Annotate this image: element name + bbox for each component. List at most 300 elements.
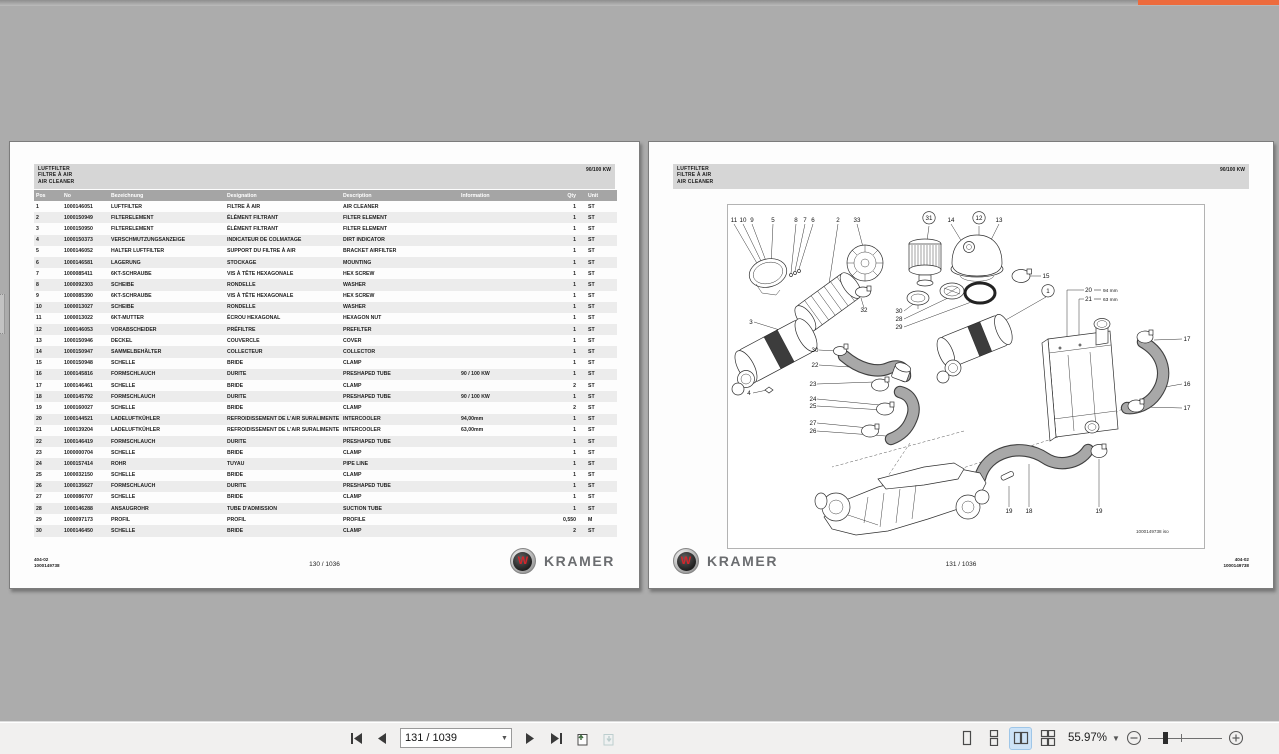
- table-cell: FILTRE À AIR: [227, 203, 261, 210]
- page-number-label: 130 / 1036: [309, 561, 340, 568]
- table-row: [34, 391, 617, 402]
- callout-number: 17: [1183, 405, 1191, 412]
- table-cell: 1000085411: [64, 270, 93, 277]
- table-cell: [459, 346, 545, 357]
- table-cell: 1: [573, 214, 576, 221]
- header-title-de: LUFTFILTER: [38, 166, 70, 172]
- table-cell: ST: [588, 304, 595, 311]
- table-cell: M: [588, 516, 593, 523]
- table-row: [34, 470, 617, 481]
- table-cell: 1: [573, 472, 576, 479]
- table-cell: 25: [36, 472, 42, 479]
- clamp-19-drawing: [1091, 444, 1107, 458]
- table-cell: SCHELLE: [111, 528, 136, 535]
- clamp-24-drawing: [877, 402, 895, 415]
- table-cell: LUFTFILTER: [111, 203, 143, 210]
- table-cell: COLLECTOR: [343, 349, 376, 356]
- page-number-input[interactable]: [401, 732, 498, 744]
- table-row: [34, 402, 617, 413]
- parts-table-body: [34, 201, 617, 537]
- doc-number: 1000149738: [34, 562, 60, 568]
- col-header-information: Information: [459, 190, 545, 201]
- table-cell: 18: [36, 393, 42, 400]
- table-row: [34, 447, 617, 458]
- table-cell: MOUNTING: [343, 259, 372, 266]
- end-cap-drawing: [847, 245, 883, 281]
- table-row: [34, 291, 617, 302]
- callout-number: 31: [925, 215, 933, 222]
- clamp-17a-drawing: [1137, 330, 1153, 343]
- callout-number: 12: [975, 215, 983, 222]
- iso-drawing-label: 1000149738 iso: [1136, 529, 1169, 534]
- window-top-strip: [0, 0, 1279, 6]
- table-cell: CLAMP: [343, 528, 362, 535]
- table-cell: FILTER ELEMENT: [343, 225, 387, 232]
- table-cell: [459, 291, 545, 302]
- table-cell: RONDELLE: [227, 281, 256, 288]
- air-cleaner-assembly-drawing: [933, 312, 1015, 370]
- table-cell: 2: [573, 528, 576, 535]
- table-cell: ANSAUGROHR: [111, 505, 149, 512]
- table-cell: PRESHAPED TUBE: [343, 438, 391, 445]
- table-row: [34, 335, 617, 346]
- table-cell: [459, 492, 545, 503]
- table-row: [34, 268, 617, 279]
- table-row: [34, 492, 617, 503]
- sidebar-collapse-handle[interactable]: [0, 294, 5, 334]
- header-title-en: AIR CLEANER: [677, 178, 714, 185]
- table-cell: ST: [588, 528, 595, 535]
- table-cell: 1: [573, 259, 576, 266]
- table-cell: CLAMP: [343, 360, 362, 367]
- zoom-slider-track[interactable]: [1148, 738, 1222, 739]
- table-cell: ST: [588, 337, 595, 344]
- page-header-block: [34, 164, 615, 189]
- header-title-fr: FILTRE À AIR: [38, 172, 73, 179]
- table-cell: FILTERELEMENT: [111, 225, 154, 232]
- table-cell: [459, 235, 545, 246]
- table-cell: DURITE: [227, 371, 247, 378]
- zoom-slider-thumb[interactable]: [1163, 732, 1168, 744]
- callout-number: 7: [803, 217, 807, 224]
- table-cell: ÉLÉMENT FILTRANT: [227, 225, 279, 232]
- table-cell: FORMSCHLAUCH: [111, 483, 156, 490]
- orange-accent-bar: [1138, 0, 1279, 5]
- table-cell: ROHR: [111, 460, 127, 467]
- table-cell: 24: [36, 460, 42, 467]
- table-cell: 20: [36, 416, 42, 423]
- table-cell: 15: [36, 360, 42, 367]
- table-cell: 1000085390: [64, 293, 93, 300]
- table-cell: RONDELLE: [227, 304, 256, 311]
- parts-table: [34, 190, 617, 537]
- table-cell: 17: [36, 382, 42, 389]
- callout-number: 27: [809, 420, 817, 427]
- table-cell: 1000135627: [64, 483, 93, 490]
- table-cell: 1000145792: [64, 393, 93, 400]
- kramer-logo: [510, 548, 615, 574]
- zoom-slider-tick: [1181, 734, 1182, 742]
- intercooler-drawing: [1042, 319, 1118, 442]
- table-cell: [459, 324, 545, 335]
- col-header-designation: Designation: [225, 190, 341, 201]
- table-cell: COLLECTEUR: [227, 349, 263, 356]
- col-header-pos: Pos: [34, 190, 62, 201]
- table-cell: TUYAU: [227, 460, 245, 467]
- table-cell: 13: [36, 337, 42, 344]
- table-cell: 4: [36, 237, 39, 244]
- callout-number: 5: [771, 217, 775, 224]
- dome-cover-drawing: [951, 235, 1003, 281]
- layout-facing-button[interactable]: [1010, 728, 1031, 749]
- table-cell: 1: [573, 293, 576, 300]
- header-title-fr: FILTRE À AIR: [677, 172, 712, 179]
- callout-number: 18: [1025, 508, 1033, 515]
- table-cell: VIS À TÊTE HEXAGONALE: [227, 293, 294, 300]
- table-cell: ÉLÉMENT FILTRANT: [227, 214, 279, 221]
- table-cell: 3: [36, 225, 39, 232]
- callout-number: 6: [811, 217, 815, 224]
- table-cell: 1: [573, 505, 576, 512]
- hose-18-drawing: [980, 450, 1088, 478]
- layout-continuous-button[interactable]: [983, 728, 1004, 749]
- zoom-out-icon[interactable]: [1126, 730, 1142, 746]
- table-row: [34, 212, 617, 223]
- table-cell: BRACKET AIRFILTER: [343, 248, 397, 255]
- table-cell: ST: [588, 449, 595, 456]
- table-row: [34, 414, 617, 425]
- table-cell: 1000146450: [64, 528, 93, 535]
- zoom-in-icon[interactable]: [1228, 730, 1244, 746]
- table-cell: 1000146052: [64, 248, 93, 255]
- statusbar: [0, 721, 1279, 754]
- table-cell: 63,00mm: [461, 427, 484, 434]
- table-cell: [459, 302, 545, 313]
- next-view-icon[interactable]: [600, 728, 616, 748]
- table-cell: 1: [573, 248, 576, 255]
- table-cell: 90 / 100 KW: [461, 371, 490, 378]
- table-cell: SCHELLE: [111, 472, 136, 479]
- table-cell: CLAMP: [343, 494, 362, 501]
- table-cell: [459, 525, 545, 536]
- table-cell: [459, 402, 545, 413]
- table-cell: 5: [36, 248, 39, 255]
- callout-number: 32: [860, 307, 868, 314]
- kramer-w-mark: W: [517, 554, 529, 567]
- table-row: [34, 481, 617, 492]
- table-row: [34, 201, 617, 212]
- callout-number: 3: [749, 319, 753, 326]
- table-cell: BRIDE: [227, 449, 244, 456]
- table-cell: 9: [36, 293, 39, 300]
- precleaner-drawing: [909, 239, 941, 286]
- table-cell: 1000144521: [64, 416, 93, 423]
- table-cell: ST: [588, 349, 595, 356]
- table-row: [34, 324, 617, 335]
- callout-number: 22: [811, 362, 819, 369]
- table-cell: ST: [588, 494, 595, 501]
- table-cell: TUBE D'ADMISSION: [227, 505, 277, 512]
- table-cell: 1: [573, 494, 576, 501]
- table-cell: 19: [36, 404, 42, 411]
- table-cell: CLAMP: [343, 472, 362, 479]
- table-cell: 1000146051: [64, 203, 93, 210]
- table-row: [34, 380, 617, 391]
- table-cell: 1000150947: [64, 349, 93, 356]
- table-cell: 1: [573, 225, 576, 232]
- assembly-port2-drawing: [937, 371, 949, 383]
- table-cell: HEX SCREW: [343, 270, 375, 277]
- table-row: [34, 346, 617, 357]
- table-cell: SCHELLE: [111, 494, 136, 501]
- table-cell: [459, 514, 545, 525]
- table-cell: PRESHAPED TUBE: [343, 371, 391, 378]
- callout-number: 19: [1005, 508, 1013, 515]
- table-cell: BRIDE: [227, 360, 244, 367]
- table-cell: 1000032150: [64, 472, 93, 479]
- table-cell: 16: [36, 371, 42, 378]
- table-cell: STOCKAGE: [227, 259, 257, 266]
- bolt-4-drawing: [765, 387, 773, 393]
- table-row: [34, 514, 617, 525]
- callout-number: 28: [895, 316, 903, 323]
- table-cell: 1000150949: [64, 214, 93, 221]
- next-page-button[interactable]: [522, 728, 538, 748]
- table-cell: 10: [36, 304, 42, 311]
- table-cell: 28: [36, 505, 42, 512]
- callout-number: 14: [947, 217, 955, 224]
- table-cell: INTERCOOLER: [343, 416, 381, 423]
- table-cell: 1000150948: [64, 360, 93, 367]
- table-cell: REFROIDISSEMENT DE L'AIR SURALIMENTE: [227, 427, 340, 434]
- table-cell: PREFILTER: [343, 326, 372, 333]
- table-cell: FILTERELEMENT: [111, 214, 154, 221]
- table-row: [34, 425, 617, 436]
- table-cell: BRIDE: [227, 382, 244, 389]
- zoom-chevron-down-icon[interactable]: ▼: [1112, 733, 1120, 743]
- dimension-value: 63 mm: [1103, 298, 1118, 303]
- table-cell: 1000146288: [64, 505, 93, 512]
- table-cell: 1000086707: [64, 494, 93, 501]
- last-page-button[interactable]: [548, 728, 564, 748]
- table-cell: SUPPORT DU FILTRE À AIR: [227, 248, 296, 255]
- table-row: [34, 257, 617, 268]
- table-cell: SUCTION TUBE: [343, 505, 382, 512]
- kramer-logo-text: KRAMER: [707, 553, 779, 569]
- table-cell: [459, 481, 545, 492]
- col-header-bezeichnung: Bezeichnung: [109, 190, 225, 201]
- table-cell: 22: [36, 438, 42, 445]
- table-cell: [459, 313, 545, 324]
- table-cell: CLAMP: [343, 382, 362, 389]
- table-cell: ST: [588, 293, 595, 300]
- table-cell: 1: [573, 483, 576, 490]
- table-row: [34, 525, 617, 536]
- pin-19-drawing: [1000, 471, 1014, 481]
- table-cell: 6KT-MUTTER: [111, 315, 144, 322]
- table-cell: 6KT-SCHRAUBE: [111, 293, 152, 300]
- table-cell: 23: [36, 449, 42, 456]
- callout-number: 30: [895, 308, 903, 315]
- table-cell: 2: [573, 404, 576, 411]
- zoom-level-label[interactable]: 55.97%: [1068, 732, 1108, 744]
- table-cell: ST: [588, 382, 595, 389]
- table-cell: 29: [36, 516, 42, 523]
- table-cell: [459, 503, 545, 514]
- table-cell: FILTER ELEMENT: [343, 214, 387, 221]
- table-cell: ST: [588, 259, 595, 266]
- table-cell: 12: [36, 326, 42, 333]
- table-cell: SCHELLE: [111, 449, 136, 456]
- table-cell: DIRT INDICATOR: [343, 237, 385, 244]
- table-cell: COUVERCLE: [227, 337, 260, 344]
- callout-number: 17: [1183, 336, 1191, 343]
- table-cell: ST: [588, 360, 595, 367]
- doc-number: 1000149738: [1223, 562, 1249, 568]
- table-cell: ST: [588, 460, 595, 467]
- table-cell: WASHER: [343, 304, 366, 311]
- dimension-callout-number: 20: [1085, 287, 1092, 294]
- table-row: [34, 235, 617, 246]
- table-cell: 1: [573, 360, 576, 367]
- table-cell: 1000150950: [64, 225, 93, 232]
- table-cell: 7: [36, 270, 39, 277]
- table-cell: 1000013027: [64, 304, 93, 311]
- table-cell: 1: [573, 460, 576, 467]
- header-title-de: LUFTFILTER: [677, 166, 709, 172]
- table-cell: LADELUFTKÜHLER: [111, 416, 160, 423]
- table-cell: ST: [588, 371, 595, 378]
- table-cell: ST: [588, 427, 595, 434]
- table-cell: ST: [588, 472, 595, 479]
- table-cell: 1000146419: [64, 438, 93, 445]
- table-cell: 1000146461: [64, 382, 93, 389]
- table-cell: PRESHAPED TUBE: [343, 393, 391, 400]
- table-cell: 26: [36, 483, 42, 490]
- table-cell: ST: [588, 237, 595, 244]
- table-cell: 14: [36, 349, 42, 356]
- kramer-logo-text: KRAMER: [543, 553, 615, 569]
- table-cell: 1000150946: [64, 337, 93, 344]
- table-cell: [459, 380, 545, 391]
- table-cell: SCHELLE: [111, 382, 136, 389]
- table-row: [34, 458, 617, 469]
- col-header-qty: Qty: [545, 190, 579, 201]
- clamp-15-drawing: [1012, 269, 1032, 283]
- table-cell: 2: [573, 382, 576, 389]
- table-cell: ST: [588, 214, 595, 221]
- table-cell: 94,00mm: [461, 416, 484, 423]
- callout-number: 11: [730, 217, 738, 224]
- table-cell: [459, 458, 545, 469]
- table-cell: ST: [588, 248, 595, 255]
- table-cell: 1000092303: [64, 281, 93, 288]
- table-cell: SAMMELBEHÄLTER: [111, 349, 162, 356]
- table-cell: FORMSCHLAUCH: [111, 438, 156, 445]
- previous-page-button[interactable]: [374, 728, 390, 748]
- table-cell: 2: [36, 214, 39, 221]
- table-cell: COVER: [343, 337, 362, 344]
- callout-number: 15: [1042, 273, 1050, 280]
- kramer-w-mark: W: [680, 554, 692, 567]
- layout-continuous-facing-button[interactable]: [1037, 728, 1058, 749]
- table-row: [34, 436, 617, 447]
- page-header-block: [673, 164, 1249, 189]
- table-cell: 1000097173: [64, 516, 93, 523]
- pdf-page-left: [9, 141, 640, 589]
- cover-ring-drawing: [746, 255, 790, 292]
- table-cell: [459, 246, 545, 257]
- layout-single-page-button[interactable]: [956, 728, 977, 749]
- zoom-controls: [1068, 722, 1244, 754]
- table-cell: 6: [36, 259, 39, 266]
- callout-number: 4: [747, 390, 751, 397]
- table-row: [34, 313, 617, 324]
- table-cell: 8: [36, 281, 39, 288]
- table-cell: VIS À TÊTE HEXAGONALE: [227, 270, 294, 277]
- table-cell: DURITE: [227, 483, 247, 490]
- clamp-27-drawing: [862, 424, 880, 437]
- table-cell: [459, 447, 545, 458]
- header-title-en: AIR CLEANER: [38, 178, 75, 185]
- table-cell: DECKEL: [111, 337, 133, 344]
- table-cell: ST: [588, 393, 595, 400]
- table-cell: 1: [36, 203, 39, 210]
- page-layout-modes: [956, 722, 1058, 754]
- cup-28-drawing: [940, 283, 964, 299]
- seal-ring-29-drawing: [965, 283, 995, 303]
- callout-number: 24: [809, 396, 817, 403]
- dimension-value: 94 mm: [1103, 289, 1118, 294]
- table-cell: 1: [573, 416, 576, 423]
- table-header-row: [34, 190, 617, 201]
- callout-number: 25: [809, 403, 817, 410]
- table-cell: 1: [573, 393, 576, 400]
- table-cell: 1: [573, 449, 576, 456]
- doc-code: 404-02: [1234, 557, 1249, 562]
- table-cell: HEX SCREW: [343, 293, 375, 300]
- table-cell: FORMSCHLAUCH: [111, 393, 156, 400]
- table-cell: VERSCHMUTZUNGSANZEIGE: [111, 237, 186, 244]
- table-cell: ST: [588, 315, 595, 322]
- callout-number: 10: [739, 217, 747, 224]
- chevron-down-icon[interactable]: ▼: [501, 734, 508, 742]
- table-cell: BRIDE: [227, 404, 244, 411]
- page-number-box: [400, 728, 512, 748]
- table-cell: ST: [588, 483, 595, 490]
- table-cell: LAGERUNG: [111, 259, 141, 266]
- page-number-label: 131 / 1036: [945, 561, 977, 568]
- col-header-unit: Unit: [579, 190, 617, 201]
- first-page-button[interactable]: [348, 728, 364, 748]
- table-cell: 21: [36, 427, 42, 434]
- table-cell: SCHELLE: [111, 404, 136, 411]
- callout-number: 26: [809, 428, 817, 435]
- table-cell: BRIDE: [227, 494, 244, 501]
- zoom-slider[interactable]: [1148, 730, 1222, 746]
- table-cell: 1: [573, 371, 576, 378]
- col-header-description: Description: [341, 190, 459, 201]
- table-row: [34, 223, 617, 234]
- table-cell: BRIDE: [227, 528, 244, 535]
- clamp-23-drawing: [872, 377, 890, 391]
- table-cell: ST: [588, 438, 595, 445]
- previous-view-icon[interactable]: [574, 728, 590, 748]
- table-cell: ST: [588, 416, 595, 423]
- clamp-17b-drawing: [1128, 399, 1144, 412]
- table-cell: ST: [588, 281, 595, 288]
- col-header-no: No: [62, 190, 109, 201]
